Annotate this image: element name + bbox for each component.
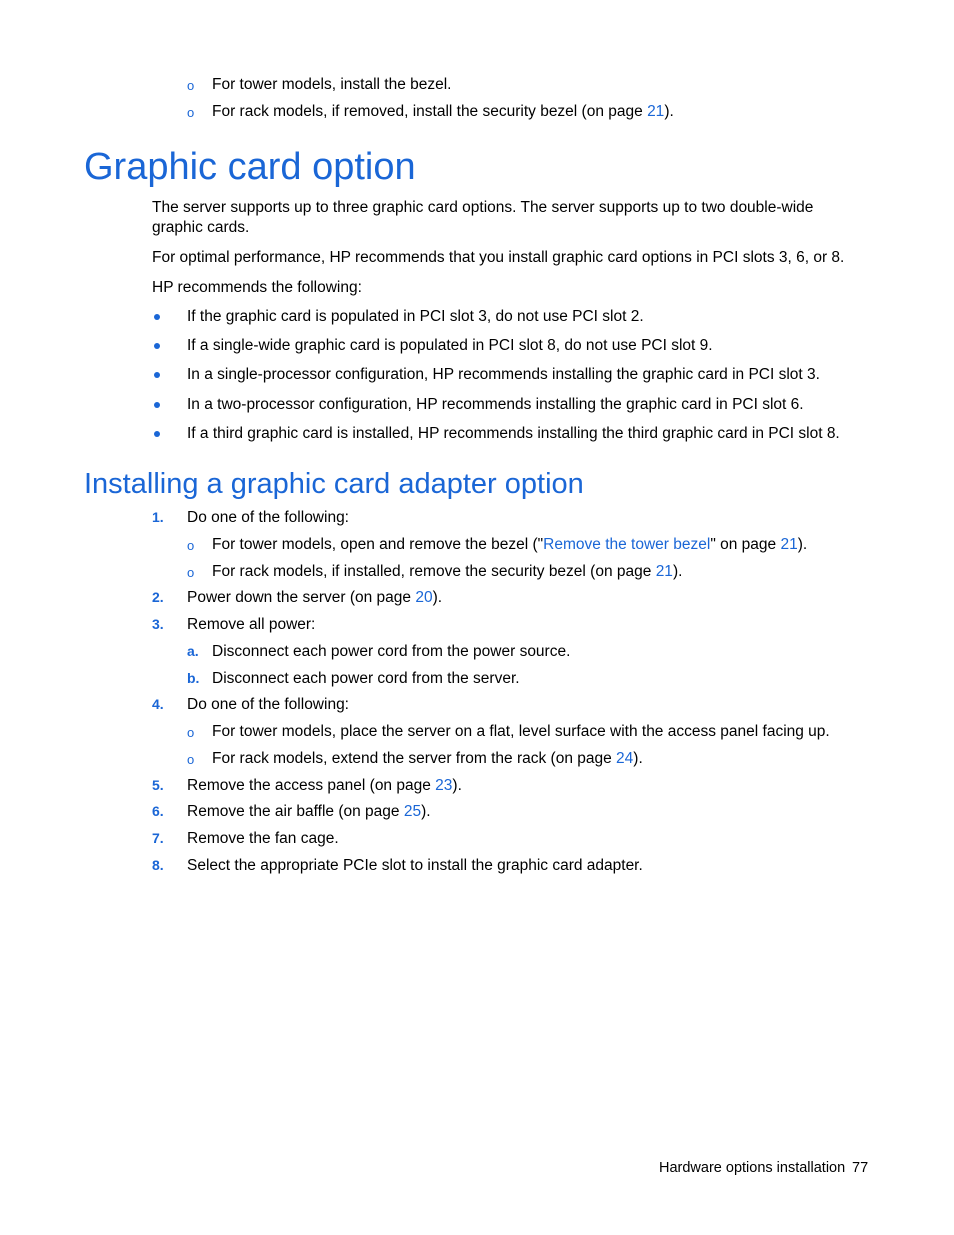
sub-step-letter: b. bbox=[187, 670, 200, 686]
paragraph: For optimal performance, HP recommends that you install graphic card options in PCI slots 3, 6, or 8. bbox=[152, 249, 845, 266]
sub-bullet-marker: o bbox=[187, 78, 195, 93]
step-text: Remove all power: bbox=[187, 616, 316, 633]
step-number: 6. bbox=[152, 803, 164, 819]
bullet-dot bbox=[154, 372, 160, 378]
bullet-dot bbox=[154, 402, 160, 408]
sub-bullet-marker: o bbox=[187, 565, 195, 580]
step-number: 2. bbox=[152, 589, 164, 605]
step-number: 7. bbox=[152, 830, 164, 846]
step-text: Do one of the following: bbox=[187, 696, 349, 713]
bullet-item: If a single-wide graphic card is populated in PCI slot 8, do not use PCI slot 9. bbox=[187, 337, 713, 354]
step-text: Do one of the following: bbox=[187, 509, 349, 526]
bullet-dot bbox=[154, 343, 160, 349]
sub-step-text: For tower models, place the server on a flat, level surface with the access panel facing up. bbox=[212, 723, 830, 740]
page-link[interactable]: 21 bbox=[780, 536, 798, 553]
bullet-item: If the graphic card is populated in PCI slot 3, do not use PCI slot 2. bbox=[187, 308, 644, 325]
sub-step-text: For rack models, extend the server from the rack (on page 24). bbox=[212, 750, 643, 767]
step-number: 3. bbox=[152, 616, 164, 632]
step-text: Remove the fan cage. bbox=[187, 830, 339, 847]
bullet-item: In a two-processor configuration, HP recommends installing the graphic card in PCI slot 6. bbox=[187, 396, 804, 413]
sub-bullet-marker: o bbox=[187, 538, 195, 553]
remove-tower-bezel-link[interactable]: Remove the tower bezel bbox=[543, 536, 711, 553]
top-list-item: For rack models, if removed, install the security bezel (on page 21). bbox=[212, 103, 674, 120]
subsection-title: Installing a graphic card adapter option bbox=[84, 468, 584, 500]
sub-step-text: For rack models, if installed, remove the security bezel (on page 21). bbox=[212, 563, 683, 580]
bullet-dot bbox=[154, 314, 160, 320]
step-text: Remove the access panel (on page 23). bbox=[187, 777, 462, 794]
bullet-item: If a third graphic card is installed, HP recommends installing the third graphic card in PCI slot 8. bbox=[187, 425, 840, 442]
step-number: 1. bbox=[152, 509, 164, 525]
sub-step-text: Disconnect each power cord from the power source. bbox=[212, 643, 571, 660]
paragraph: The server supports up to three graphic card options. The server supports up to two double-wide graphic cards. bbox=[152, 199, 814, 236]
step-number: 5. bbox=[152, 777, 164, 793]
sub-bullet-marker: o bbox=[187, 752, 195, 767]
top-list-item: For tower models, install the bezel. bbox=[212, 76, 452, 93]
page-link[interactable]: 23 bbox=[435, 777, 453, 794]
footer-section-name: Hardware options installation bbox=[659, 1160, 846, 1176]
page-link[interactable]: 25 bbox=[403, 803, 422, 820]
page-link[interactable]: 24 bbox=[616, 750, 634, 767]
step-number: 4. bbox=[152, 696, 164, 712]
step-text: Select the appropriate PCIe slot to install the graphic card adapter. bbox=[187, 857, 643, 874]
sub-bullet-marker: o bbox=[187, 105, 195, 120]
paragraph: HP recommends the following: bbox=[152, 279, 362, 296]
footer-page-number: 77 bbox=[852, 1160, 869, 1176]
step-text: Remove the air baffle (on page 25). bbox=[187, 803, 431, 820]
page-link[interactable]: 21 bbox=[655, 563, 673, 580]
page-link[interactable]: 20 bbox=[415, 589, 433, 606]
bullet-dot bbox=[154, 431, 160, 437]
bullet-item: In a single-processor configuration, HP recommends installing the graphic card in PCI slot 3. bbox=[187, 366, 820, 383]
sub-step-text: Disconnect each power cord from the server. bbox=[212, 670, 520, 687]
step-number: 8. bbox=[152, 857, 164, 873]
sub-bullet-marker: o bbox=[187, 725, 195, 740]
page-link[interactable]: 21 bbox=[647, 103, 665, 120]
step-text: Power down the server (on page 20). bbox=[187, 589, 443, 606]
sub-step-letter: a. bbox=[187, 643, 199, 659]
section-title: Graphic card option bbox=[84, 146, 416, 188]
sub-step-text: For tower models, open and remove the bezel ("Remove the tower bezel" on page 21). bbox=[212, 536, 808, 553]
